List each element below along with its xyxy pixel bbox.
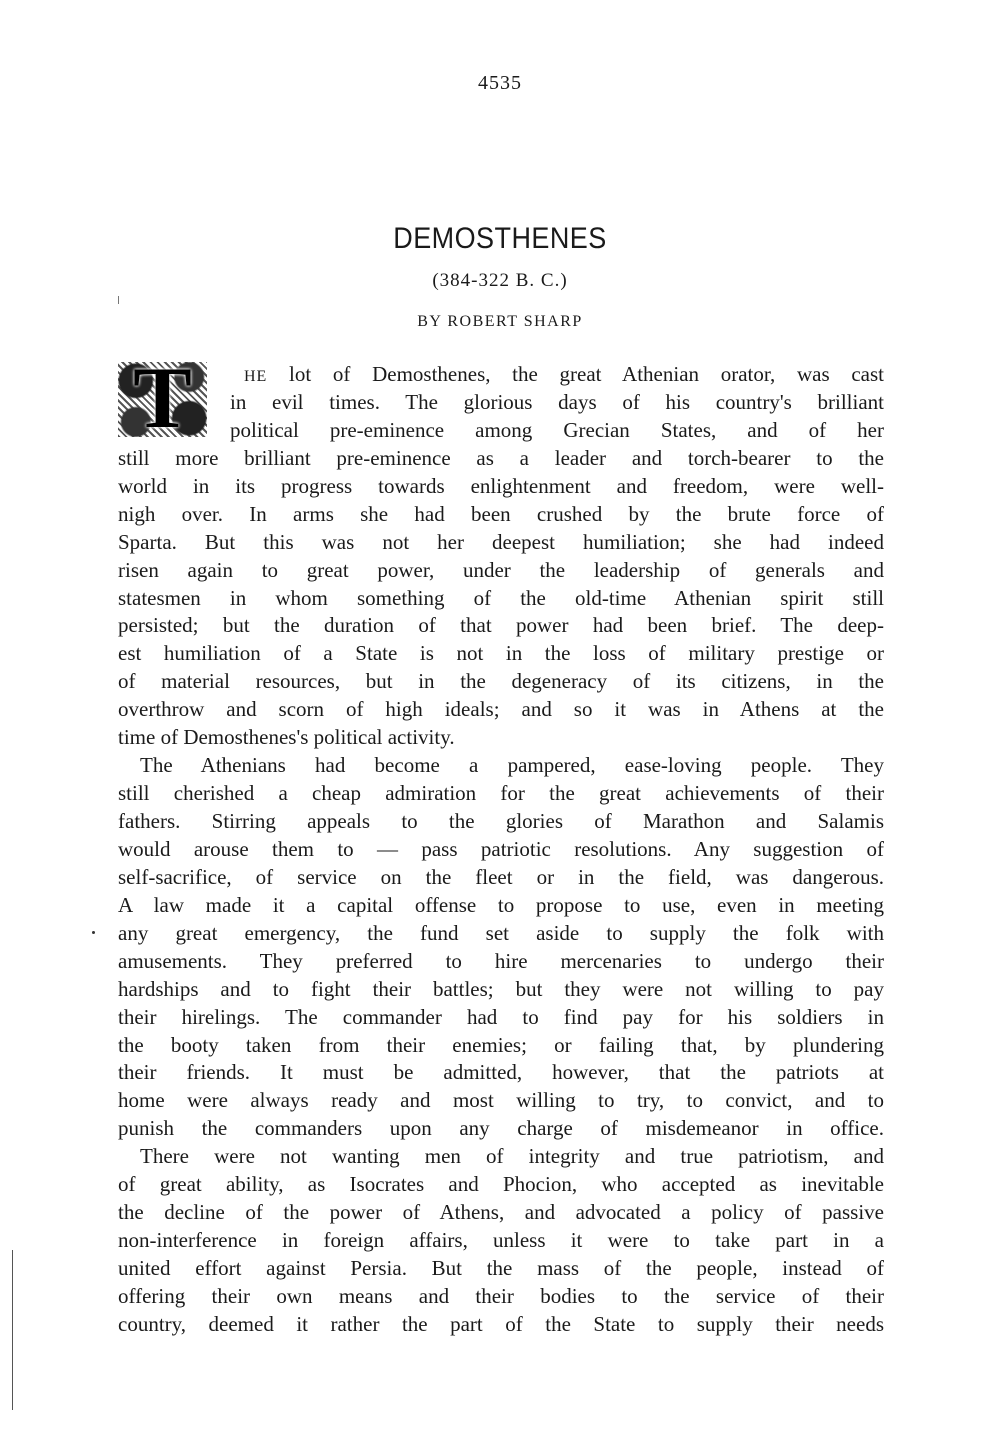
text-line: risen again to great power, under the leadership of generals and: [118, 557, 884, 582]
text-line: overthrow and scorn of high ideals; and so it was in Athens at the: [118, 697, 884, 722]
text-line: political pre-eminence among Grecian States, and of her: [230, 417, 884, 442]
text-line: There were not wanting men of integrity and true patriotism, and: [140, 1144, 884, 1169]
drop-cap-letter: T: [133, 350, 192, 447]
text-line: of material resources, but in the degeneracy of its citizens, in the: [118, 669, 884, 694]
text-line: punish the commanders upon any charge of misdemeanor in office.: [118, 1116, 884, 1141]
text-line: offering their own means and their bodies to the service of their: [118, 1283, 884, 1308]
text-line: of great ability, as Isocrates and Phocion, who accepted as inevitable: [118, 1172, 884, 1197]
text-line: still cherished a cheap admiration for the great achievements of their: [118, 781, 884, 806]
text-line: [118, 361, 884, 389]
text-line: persisted; but the duration of that power had been brief. The deep-: [118, 613, 884, 638]
paragraph: [118, 1143, 884, 1339]
scan-mark: [92, 931, 95, 934]
text-line: self-sacrifice, of service on the fleet or in the field, was dangerous.: [118, 864, 884, 889]
text-line: world in its progress towards enlightenment and freedom, were well-: [118, 473, 884, 498]
text-line-content: lot of Demosthenes, the great Athenian orator, was cast: [267, 362, 884, 386]
byline: BY ROBERT SHARP: [417, 313, 583, 330]
body-text: [118, 361, 884, 1339]
text-line: home were always ready and most willing to try, to convict, and to: [118, 1088, 884, 1113]
page-number: 4535: [478, 72, 522, 94]
text-line: in evil times. The glorious days of his country's brilliant: [230, 389, 884, 414]
small-caps-opening: HE: [244, 368, 268, 385]
text-line: non-interference in foreign affairs, unless it were to take part in a: [118, 1228, 884, 1253]
text-line: their hirelings. The commander had to find pay for his soldiers in: [118, 1004, 884, 1029]
text-line: the decline of the power of Athens, and advocated a policy of passive: [118, 1200, 884, 1225]
text-line: united effort against Persia. But the mass of the people, instead of: [118, 1256, 884, 1280]
text-line: would arouse them to — pass patriotic resolutions. Any suggestion of: [118, 836, 884, 861]
life-dates: (384-322 B. C.): [432, 270, 568, 291]
text-line: est humiliation of a State is not in the loss of military prestige or: [118, 641, 884, 666]
text-line: statesmen in whom something of the old-time Athenian spirit still: [118, 585, 884, 610]
text-line: still more brilliant pre-eminence as a leader and torch-bearer to the: [118, 445, 884, 470]
text-line: hardships and to fight their battles; but they were not willing to pay: [118, 976, 884, 1001]
text-line: their friends. It must be admitted, however, that the patriots at: [118, 1060, 884, 1085]
text-line: fathers. Stirring appeals to the glories of Marathon and Salamis: [118, 809, 884, 833]
text-line: any great emergency, the fund set aside to supply the folk with: [118, 920, 884, 945]
text-line: Sparta. But this was not her deepest humiliation; she had indeed: [118, 529, 884, 554]
text-line: country, deemed it rather the part of the State to supply their needs: [118, 1311, 884, 1336]
paragraph: [118, 361, 884, 752]
text-line: The Athenians had become a pampered, ease-loving people. They: [140, 753, 884, 778]
article-title: DEMOSTHENES: [393, 222, 607, 255]
text-line: nigh over. In arms she had been crushed by the brute force of: [118, 501, 884, 526]
text-line: A law made it a capital offense to propose to use, even in meeting: [118, 892, 884, 917]
scan-edge-line: [12, 1250, 13, 1410]
text-line: amusements. They preferred to hire mercenaries to undergo their: [118, 948, 884, 973]
scan-mark: [118, 296, 119, 304]
paragraph: [118, 752, 884, 1143]
text-line: the booty taken from their enemies; or failing that, by plundering: [118, 1032, 884, 1057]
text-line: time of Demosthenes's political activity.: [118, 725, 455, 750]
